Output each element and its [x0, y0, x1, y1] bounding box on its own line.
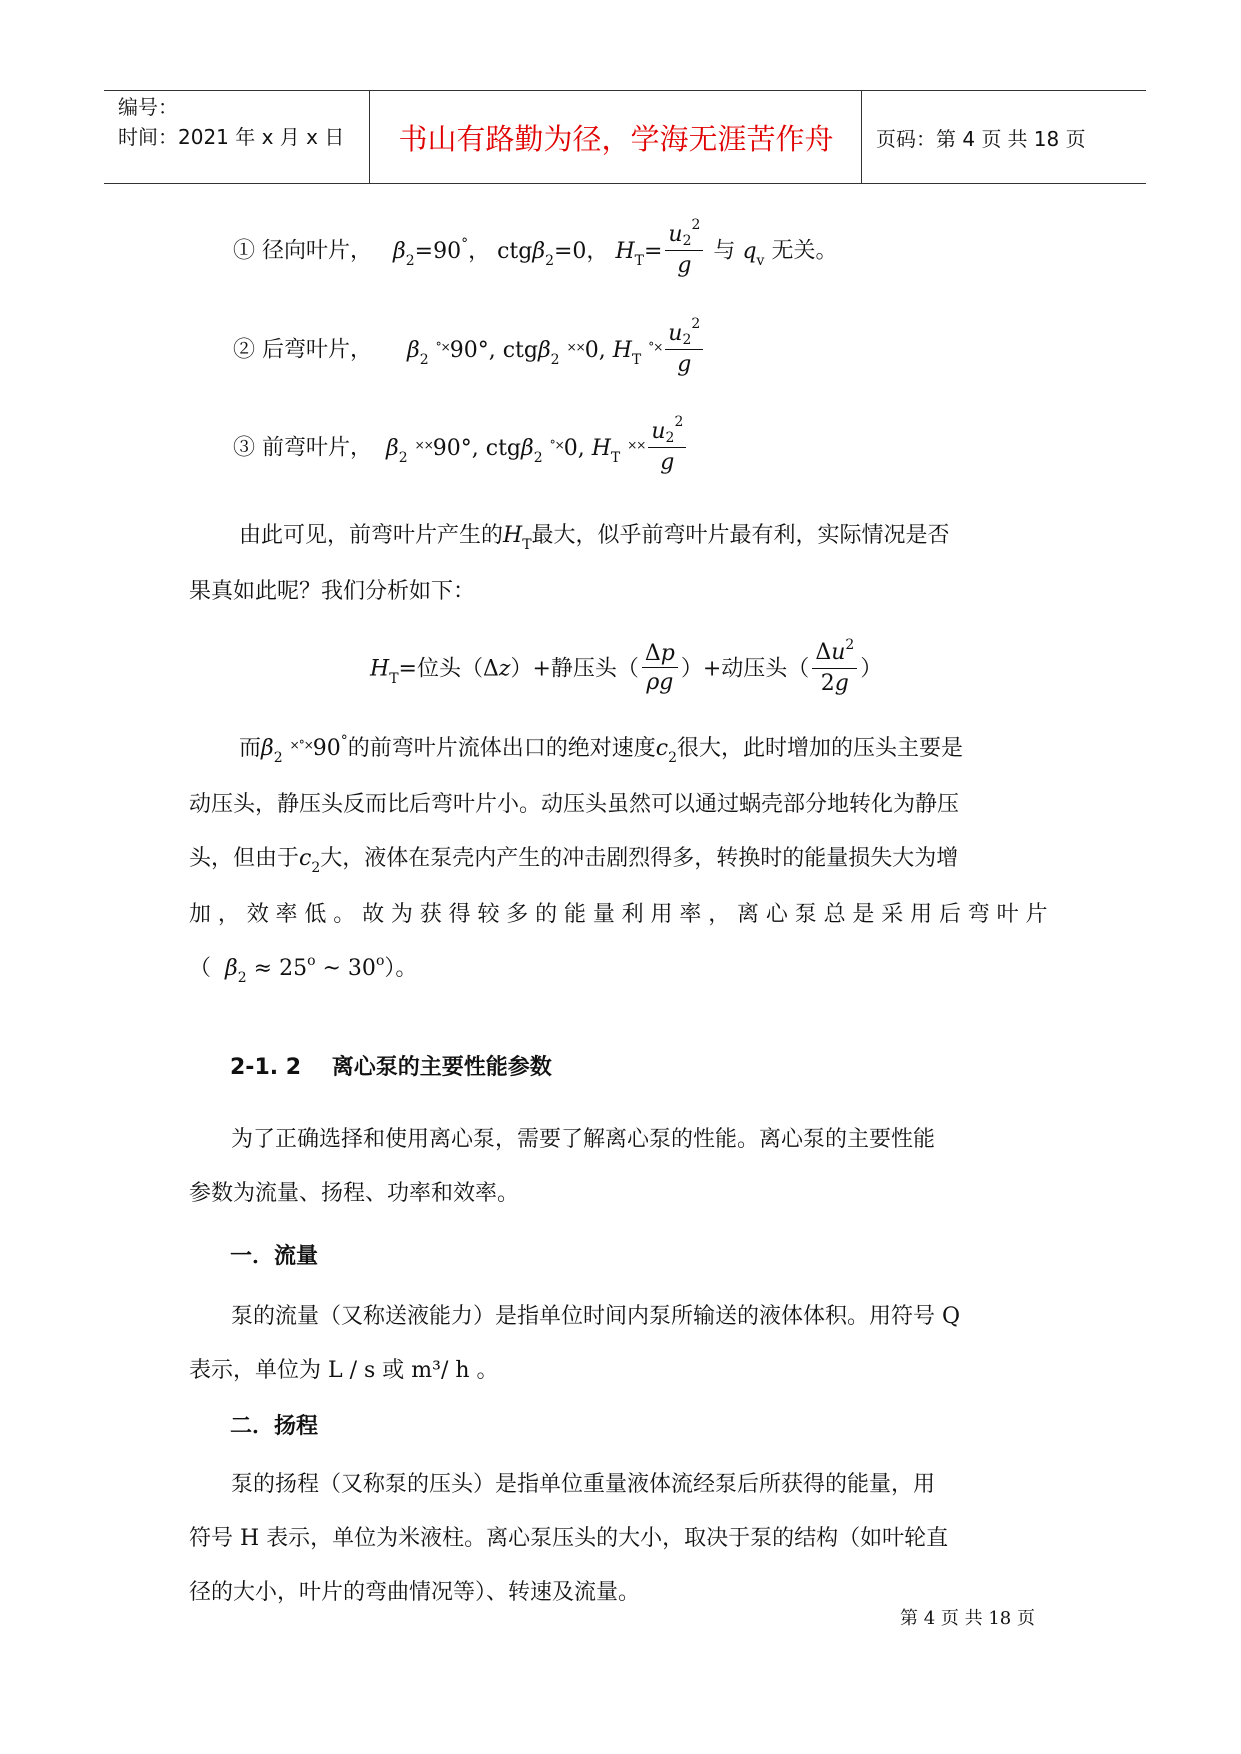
formula: $\beta_2=90^\circ$， ctgβ$_2$=0， $H_T=$ $\frac{u2^2}{g}$: [379, 239, 706, 264]
paragraph-flow: [189, 1290, 1053, 1398]
paragraph-line: 由此可见，前弯叶片产生的$H_T$最大，似乎前弯叶片最有利，实际情况是否: [239, 523, 950, 553]
item-marker: ③: [233, 435, 256, 461]
paragraph-line: 果真如此呢？我们分析如下：: [189, 579, 476, 604]
text-run: 大，液体在泵壳内产生的冲击剧烈得多，转换时的能量损失大为增: [320, 846, 959, 871]
paragraph-head: [189, 1458, 1053, 1620]
paragraph-line: 动压头，静压头反而比后弯叶片小。动压头虽然可以通过蜗壳部分地转化为静压: [189, 792, 960, 817]
paragraph-line: （ $\beta_2 \approx 25^o$ ~ 30$^o$）。: [189, 953, 418, 986]
paragraph-line: 而$\beta_2$ ×°×90°的前弯叶片流体出口的绝对速度$c_2$很大，此时增加的压头主要是: [239, 733, 964, 766]
paragraph-line: 泵的流量（又称送液能力）是指单位时间内泵所输送的液体体积。用符号 Q: [231, 1304, 961, 1329]
formula-qv: $q_v$: [742, 238, 765, 269]
paragraph-line: 表示，单位为 L / s 或 m³/ h 。: [189, 1358, 499, 1383]
paragraph-line: 加，效率低。故为获得较多的能量利用率，离心泵总是采用后弯叶片: [189, 902, 1053, 927]
text-run: ）。: [384, 956, 418, 981]
header-divider: [861, 91, 862, 183]
item-marker: ②: [233, 337, 256, 363]
paragraph-line: 为了正确选择和使用离心泵，需要了解离心泵的性能。离心泵的主要性能: [231, 1127, 936, 1152]
item-label: 径向叶片，: [262, 238, 373, 264]
paragraph-analysis: [189, 509, 1053, 619]
doc-number-label: 编号：: [118, 95, 178, 119]
page-footer: 第 4 页 共 18 页: [900, 1608, 1035, 1629]
equation-text: ）+动压头（: [680, 656, 810, 682]
text-run: 由此可见，前弯叶片产生的: [239, 523, 504, 548]
formula: $\beta_2$ ××90°, ctgβ$_2$ °×0, $H_T$ ×× $\frac{u2^2}{g}$: [379, 436, 689, 461]
text-run: 很大，此时增加的压头主要是: [677, 736, 964, 761]
header-divider: [369, 91, 370, 183]
paragraph-forward-blade: [189, 722, 1053, 998]
paragraph-line: 参数为流量、扬程、功率和效率。: [189, 1181, 520, 1206]
header-page-label: 页码：第 4 页: [876, 126, 1002, 151]
header-meta: [118, 91, 368, 183]
subheading-flow: 一．流量: [230, 1244, 319, 1269]
equation-text: ）+静压头（: [510, 656, 639, 682]
page-header: [104, 90, 1146, 184]
text-run: 而: [239, 736, 262, 761]
item-backward-blade: [233, 316, 706, 380]
section-number: 2-1. 2: [230, 1055, 302, 1080]
subheading-head: 二．扬程: [230, 1414, 319, 1439]
paragraph-performance-intro: [189, 1113, 1053, 1221]
radial-tail: 与: [713, 238, 736, 264]
header-total-label: 共 18 页: [1007, 126, 1086, 151]
paragraph-line: 头，但由于$c_2$大，液体在泵壳内产生的冲击剧烈得多，转换时的能量损失大为增: [189, 846, 959, 876]
section-heading: [230, 1050, 552, 1081]
formula: $\beta_2$ °×90°, ctgβ$_2$ ××0, $H_T$ °× $\frac{u2^2}{g}$: [379, 338, 706, 363]
paragraph-line: 泵的扬程（又称泵的压头）是指单位重量液体流经泵后所获得的能量，用: [231, 1472, 936, 1497]
item-marker: ①: [233, 238, 256, 264]
header-page-info: [876, 91, 1146, 183]
paragraph-line: 径的大小，叶片的弯曲情况等）、转速及流量。: [189, 1580, 641, 1605]
item-label: 前弯叶片，: [262, 435, 373, 461]
text-run: 的前弯叶片流体出口的绝对速度: [347, 736, 656, 761]
section-title: 离心泵的主要性能参数: [331, 1055, 552, 1080]
paragraph-line: 符号 H 表示，单位为米液柱。离心泵压头的大小，取决于泵的结构（如叶轮直: [189, 1526, 949, 1551]
radial-end: 无关。: [771, 238, 838, 264]
item-forward-blade: [233, 414, 689, 478]
item-label: 后弯叶片，: [262, 337, 373, 363]
head-equation: $H_T=$位头（Δz）+静压头（ $\frac{\Delta p}{\rho g}$ ）+动压头（ $\frac{\Delta u^2}{2g}$ ）: [370, 637, 883, 696]
item-radial-blade: [233, 217, 838, 281]
header-motto: 书山有路勤为径，学海无涯苦作舟: [398, 121, 834, 156]
doc-time-label: 时间：2021 年 x 月 x 日: [118, 125, 345, 149]
text-run: 最大，似乎前弯叶片最有利，实际情况是否: [531, 523, 950, 548]
equation-text: ）: [860, 656, 883, 682]
text-run: 头，但由于: [189, 846, 300, 871]
text-run: （: [189, 956, 212, 981]
equation-text: =位头（: [398, 656, 483, 682]
